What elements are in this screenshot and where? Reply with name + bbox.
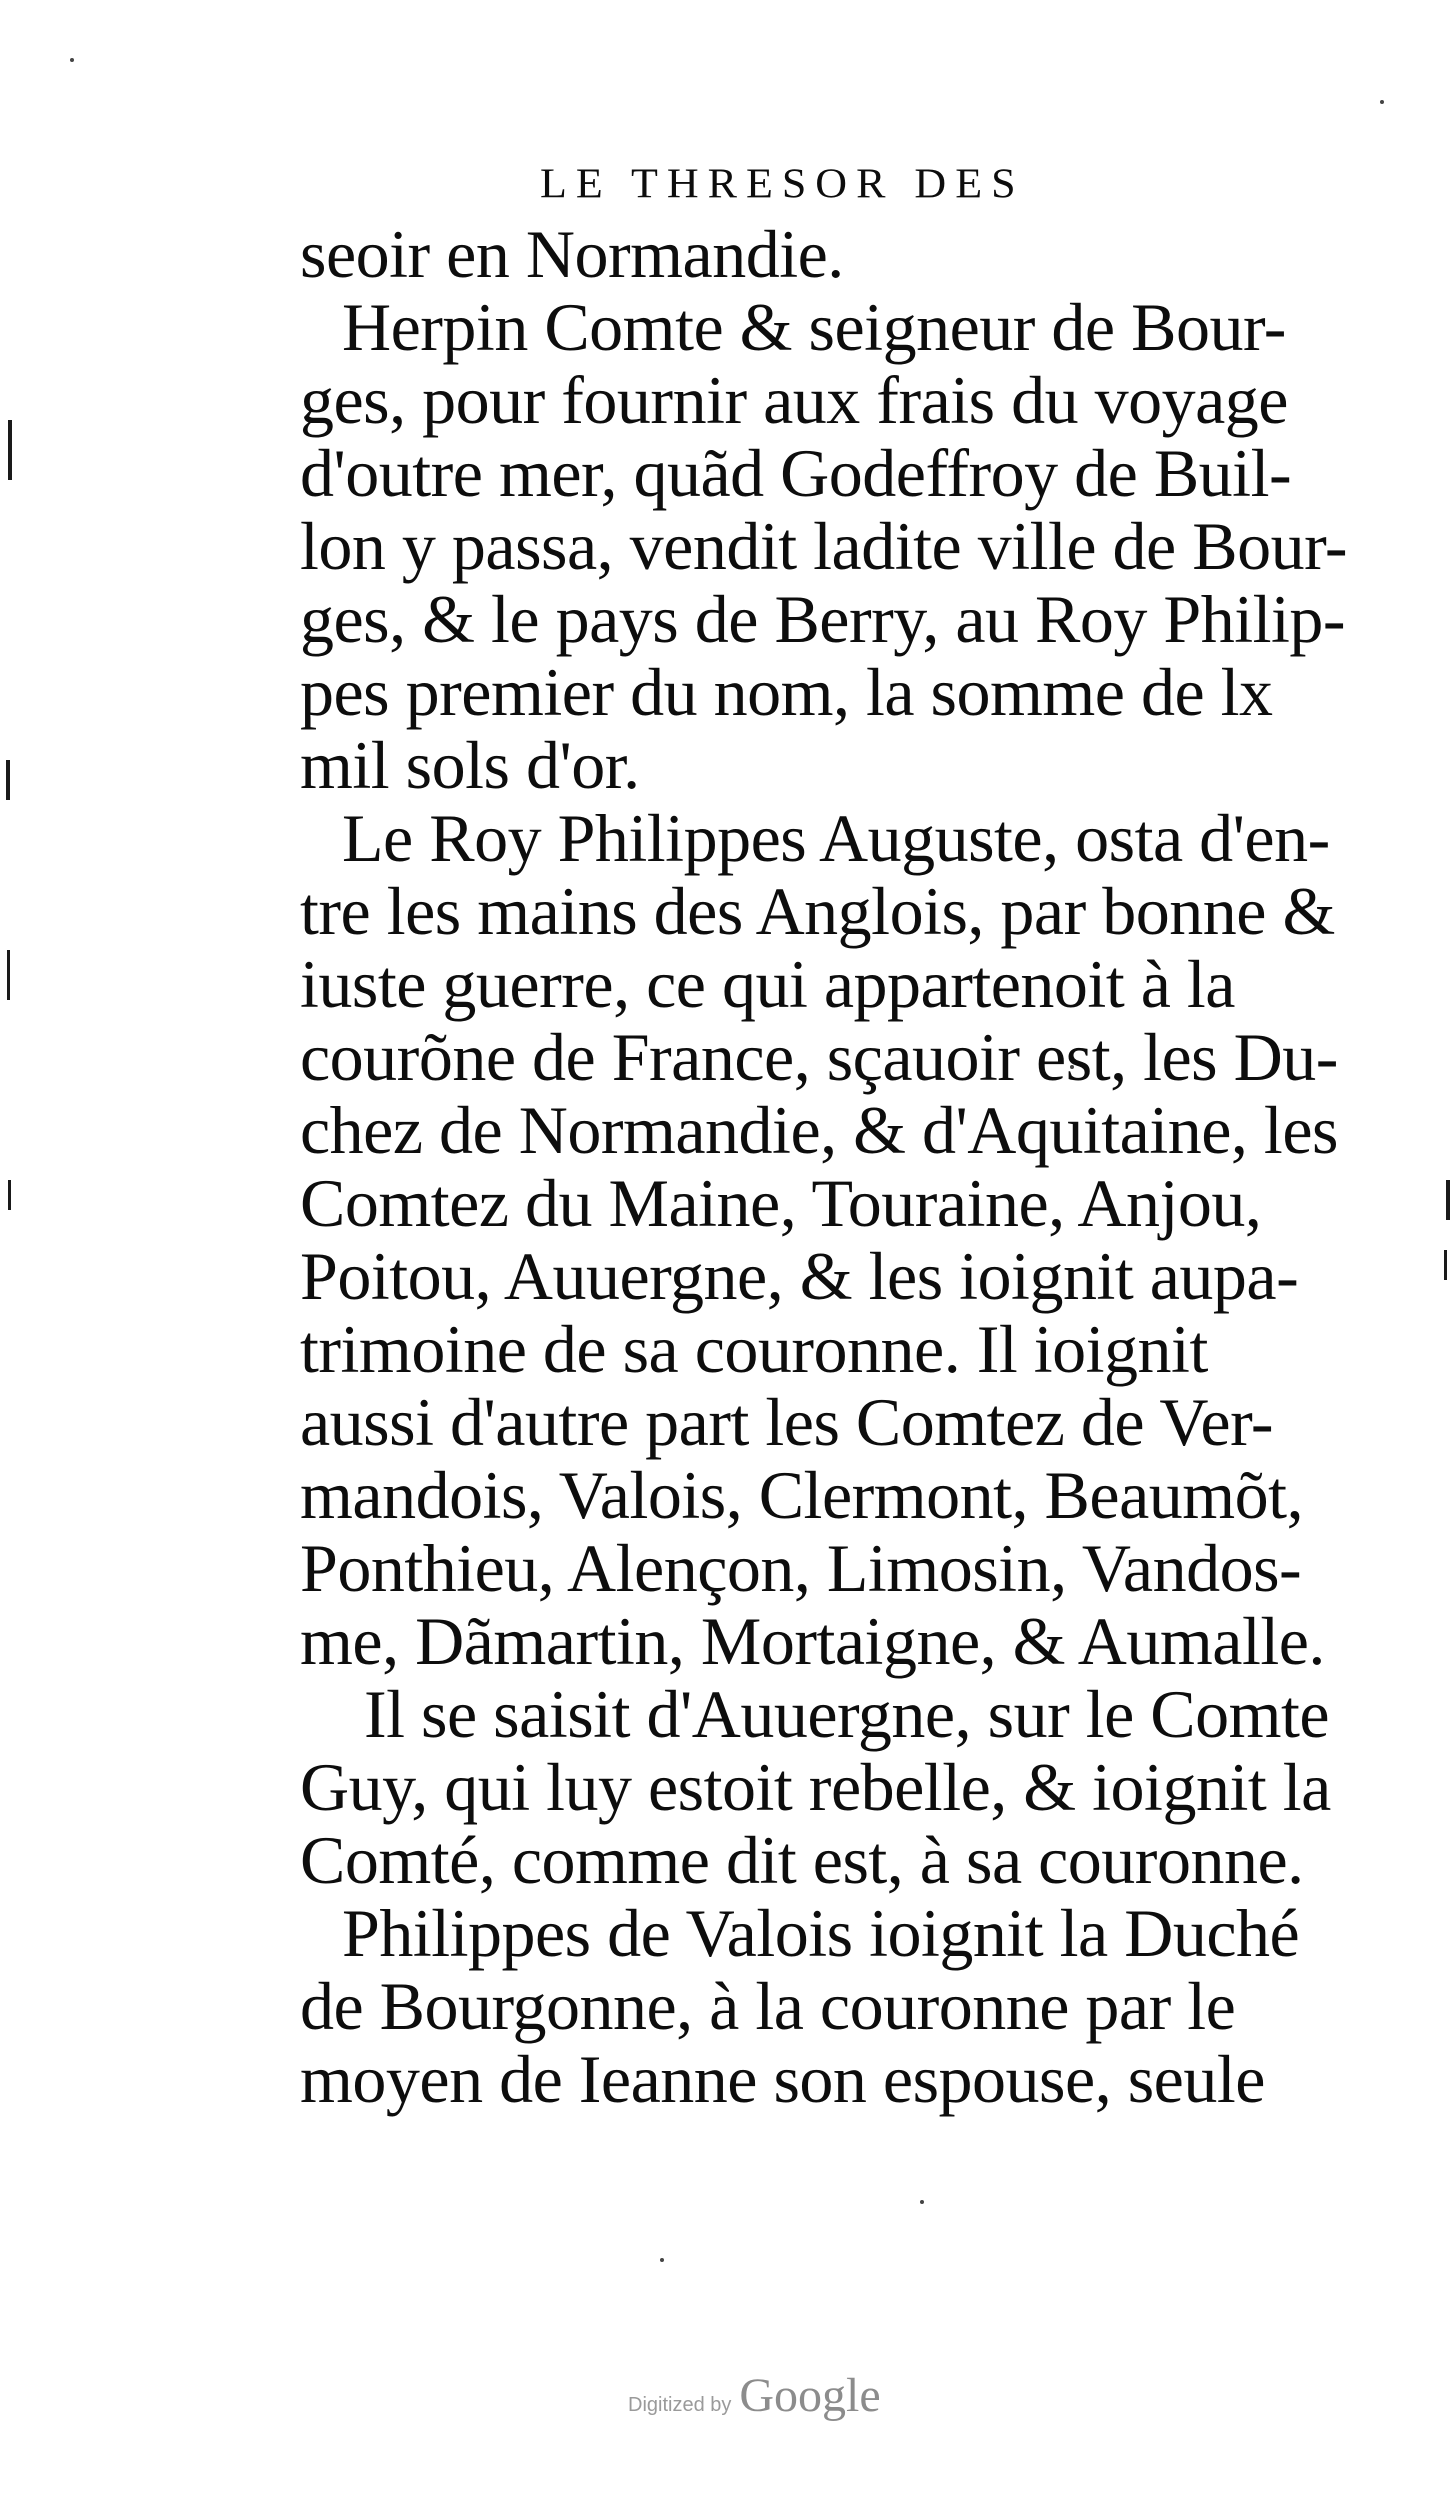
text-line: ges, pour fournir aux frais du voyage: [300, 362, 1288, 438]
scan-artifact-left: [8, 420, 12, 480]
text-line: Guy, qui luy estoit rebelle, & ioignit la: [300, 1749, 1331, 1825]
ink-speck: [920, 2200, 924, 2204]
scan-artifact-left: [6, 760, 10, 800]
text-line: mandois, Valois, Clermont, Beaumõt,: [300, 1457, 1304, 1533]
text-line: chez de Normandie, & d'Aquitaine, les: [300, 1092, 1338, 1168]
text-line: Poitou, Auuergne, & les ioignit aupa-: [300, 1238, 1299, 1314]
scan-artifact-right: [1444, 1250, 1447, 1280]
ink-speck: [1380, 100, 1384, 104]
text-line: tre les mains des Anglois, par bonne &: [300, 873, 1335, 949]
ink-speck: [70, 58, 74, 62]
text-line: Herpin Comte & seigneur de Bour-: [342, 289, 1286, 365]
text-line: seoir en Normandie.: [300, 216, 844, 292]
text-line: lon y passa, vendit ladite ville de Bour-: [300, 508, 1348, 584]
digitized-by-watermark: [628, 2368, 881, 2423]
scan-artifact-right: [1446, 1180, 1450, 1220]
text-line: mil sols d'or.: [300, 727, 640, 803]
google-logo: Google: [739, 2369, 881, 2422]
text-line: Le Roy Philippes Auguste, osta d'en-: [342, 800, 1330, 876]
text-line: iuste guerre, ce qui appartenoit à la: [300, 946, 1235, 1022]
text-line: me, Dãmartin, Mortaigne, & Aumalle.: [300, 1603, 1325, 1679]
text-line: Comtez du Maine, Touraine, Anjou,: [300, 1165, 1262, 1241]
text-line: courõne de France, sçauoir est, les Du-: [300, 1019, 1338, 1095]
text-line: trimoine de sa couronne. Il ioignit: [300, 1311, 1208, 1387]
text-line: aussi d'autre part les Comtez de Ver-: [300, 1384, 1274, 1460]
text-line: Il se saisit d'Auuergne, sur le Comte: [364, 1676, 1330, 1752]
running-head: LE THRESOR DES: [540, 160, 1025, 207]
text-line: d'outre mer, quãd Godeffroy de Buil-: [300, 435, 1292, 511]
scan-artifact-left: [8, 1180, 11, 1210]
text-line: Comté, comme dit est, à sa couronne.: [300, 1822, 1304, 1898]
text-line: de Bourgonne, à la couronne par le: [300, 1968, 1236, 2044]
scan-artifact-left: [7, 950, 10, 1000]
body-text: [300, 218, 1410, 2116]
text-line: Ponthieu, Alençon, Limosin, Vandos-: [300, 1530, 1302, 1606]
text-line: pes premier du nom, la somme de lx: [300, 654, 1273, 730]
text-line: Philippes de Valois ioignit la Duché: [342, 1895, 1300, 1971]
digitized-label: Digitized by: [628, 2394, 732, 2416]
text-line: moyen de Ieanne son espouse, seule: [300, 2041, 1265, 2117]
text-line: ges, & le pays de Berry, au Roy Philip-: [300, 581, 1346, 657]
ink-speck: [660, 2258, 664, 2262]
